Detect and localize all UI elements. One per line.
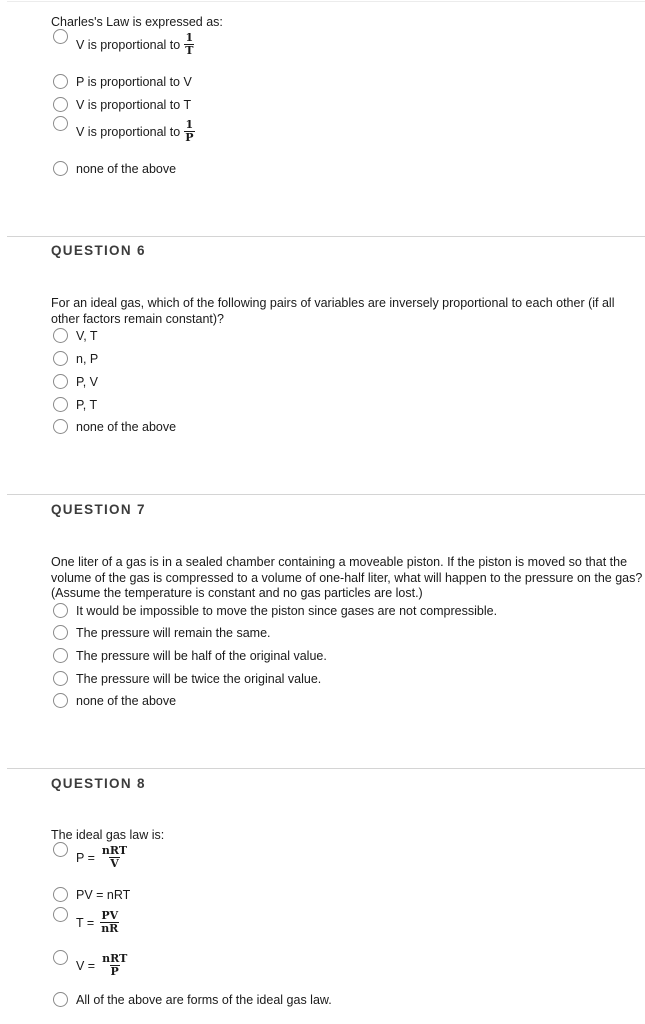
fraction-denominator: V [110, 857, 119, 870]
fraction-numerator: nRT [102, 952, 128, 965]
q7-option-5[interactable] [53, 692, 176, 709]
question-8-heading: QUESTION 8 [51, 776, 146, 791]
top-divider [7, 1, 645, 2]
q7-option-1[interactable] [53, 602, 497, 619]
q5-option-5[interactable] [53, 160, 176, 177]
question-7-heading: QUESTION 7 [51, 502, 146, 517]
radio-button[interactable] [53, 351, 68, 366]
section-divider [7, 768, 645, 769]
option-label: V is proportional to [76, 37, 181, 52]
radio-button[interactable] [53, 842, 68, 857]
fraction [184, 32, 194, 57]
q7-option-3[interactable] [53, 647, 327, 664]
radio-button[interactable] [53, 374, 68, 389]
q6-option-1[interactable] [53, 327, 98, 344]
radio-button[interactable] [53, 648, 68, 663]
q7-option-4[interactable] [53, 670, 321, 687]
option-label: PV = nRT [76, 887, 131, 902]
q8-option-1[interactable] [53, 844, 128, 870]
option-label: T = [76, 915, 95, 930]
q8-option-3[interactable] [53, 909, 119, 935]
fraction-denominator: P [110, 965, 119, 978]
radio-button[interactable] [53, 693, 68, 708]
option-label: n, P [76, 351, 99, 366]
fraction-denominator: T [185, 44, 194, 57]
option-label: All of the above are forms of the ideal gas law. [76, 992, 332, 1007]
q8-option-4[interactable] [53, 952, 128, 978]
fraction [100, 910, 119, 935]
fraction-numerator: 1 [185, 118, 194, 131]
q6-option-3[interactable] [53, 373, 98, 390]
option-label: none of the above [76, 161, 177, 176]
fraction-numerator: nRT [101, 844, 128, 857]
q8-prompt: The ideal gas law is: [51, 828, 165, 842]
option-label: V = [76, 958, 96, 973]
fraction-denominator: nR [101, 922, 119, 935]
fraction [184, 119, 194, 144]
q6-option-5[interactable] [53, 418, 176, 435]
radio-button[interactable] [53, 29, 68, 44]
option-label: P is proportional to V [76, 74, 192, 89]
q5-option-3[interactable] [53, 96, 191, 113]
radio-button[interactable] [53, 625, 68, 640]
option-label: none of the above [76, 693, 177, 708]
fraction-numerator: PV [101, 909, 119, 922]
radio-button[interactable] [53, 950, 68, 965]
q5-prompt: Charles's Law is expressed as: [51, 15, 223, 29]
q8-option-2[interactable] [53, 886, 130, 903]
radio-button[interactable] [53, 74, 68, 89]
radio-button[interactable] [53, 603, 68, 618]
option-label: The pressure will be twice the original value. [76, 671, 322, 686]
radio-button[interactable] [53, 397, 68, 412]
q7-prompt: One liter of a gas is in a sealed chamber containing a moveable piston. If the piston is moved so that the volume of the gas is compressed to a volume of one-half liter, what will happen to the pressure on the gas? (Assume the temperature is constant and no gas particles are lost.) [51, 555, 643, 600]
q6-prompt: For an ideal gas, which of the following pairs of variables are inversely proportional to each other (if all other factors remain constant)? [51, 296, 615, 326]
option-label: V is proportional to T [76, 97, 192, 112]
option-label: none of the above [76, 419, 177, 434]
q5-option-1[interactable] [53, 31, 194, 57]
option-label: P, V [76, 374, 99, 389]
option-label: It would be impossible to move the piston since gases are not compressible. [76, 603, 498, 618]
option-label: P = [76, 850, 95, 865]
option-label: P, T [76, 397, 98, 412]
option-label: The pressure will be half of the original value. [76, 648, 327, 663]
question-6-heading: QUESTION 6 [51, 243, 146, 258]
q6-option-4[interactable] [53, 396, 97, 413]
radio-button[interactable] [53, 419, 68, 434]
option-label: The pressure will remain the same. [76, 625, 271, 640]
option-label: V, T [76, 328, 98, 343]
radio-button[interactable] [53, 887, 68, 902]
radio-button[interactable] [53, 671, 68, 686]
radio-button[interactable] [53, 161, 68, 176]
radio-button[interactable] [53, 328, 68, 343]
q6-option-2[interactable] [53, 350, 98, 367]
section-divider [7, 236, 645, 237]
q5-option-4[interactable] [53, 118, 195, 144]
fraction-numerator: 1 [185, 31, 194, 44]
radio-button[interactable] [53, 116, 68, 131]
fraction-denominator: P [185, 131, 194, 144]
radio-button[interactable] [53, 992, 68, 1007]
radio-button[interactable] [53, 907, 68, 922]
q7-option-2[interactable] [53, 624, 271, 641]
fraction [101, 845, 128, 870]
section-divider [7, 494, 645, 495]
option-label: V is proportional to [76, 124, 181, 139]
radio-button[interactable] [53, 97, 68, 112]
q8-option-5[interactable] [53, 991, 332, 1008]
fraction [101, 953, 128, 978]
q5-option-2[interactable] [53, 73, 192, 90]
